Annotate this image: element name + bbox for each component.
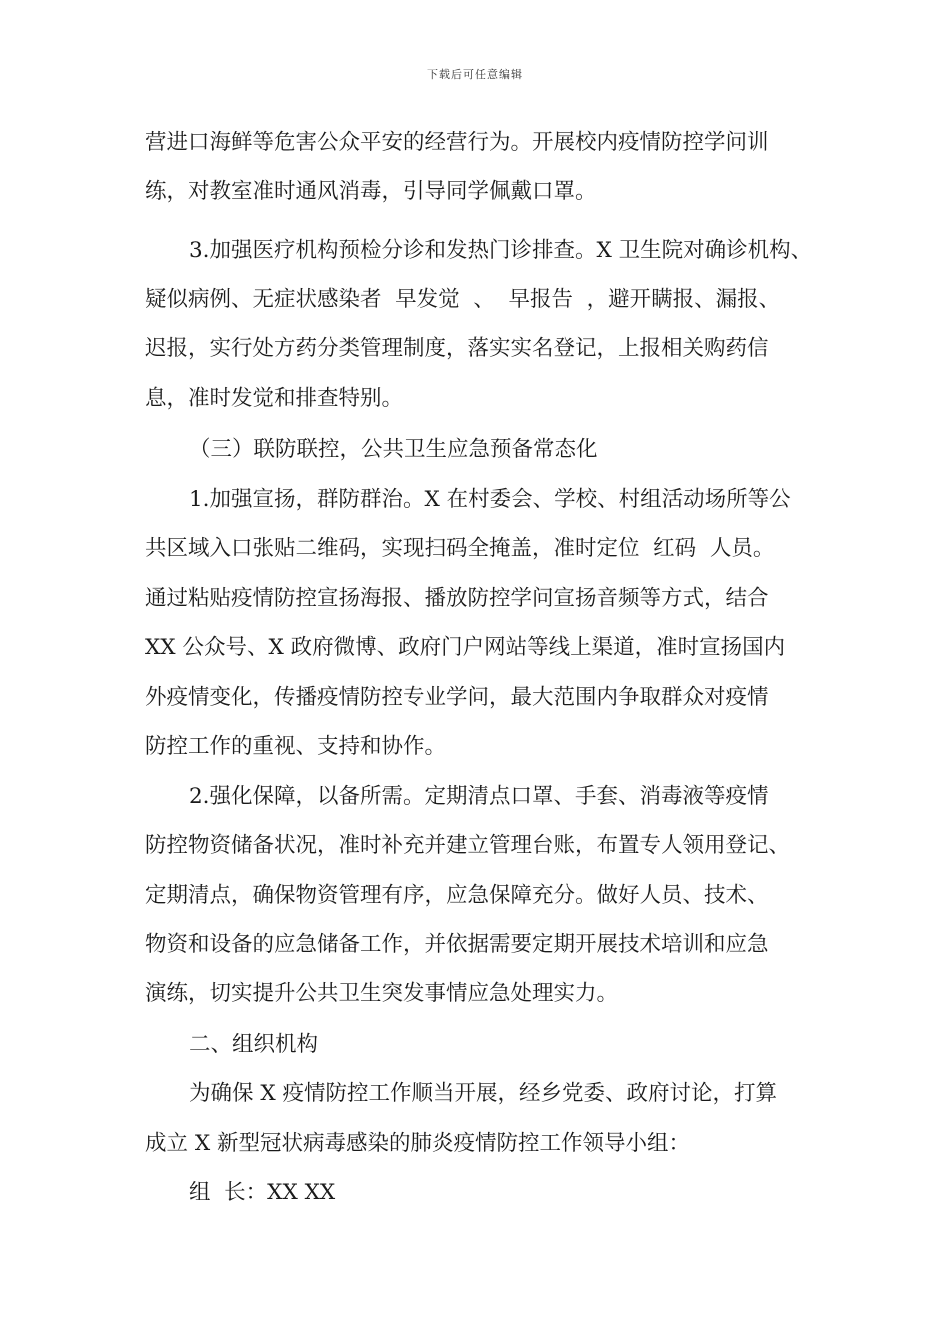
paragraph-line: 迟报，实行处方药分类管理制度，落实实名登记，上报相关购药信 xyxy=(145,336,769,361)
paragraph-line: 3.加强医疗机构预检分诊和发热门诊排查。X 卫生院对确诊机构、 xyxy=(189,238,813,263)
section-heading: 二、组织机构 xyxy=(189,1032,319,1057)
paragraph-line: 物资和设备的应急储备工作，并依据需要定期开展技术培训和应急 xyxy=(145,932,769,957)
paragraph-line: 1.加强宣扬，群防群治。X 在村委会、学校、村组活动场所等公 xyxy=(189,487,791,512)
paragraph-line: 演练，切实提升公共卫生突发事情应急处理实力。 xyxy=(145,981,619,1006)
section-heading: （三）联防联控，公共卫生应急预备常态化 xyxy=(189,437,598,462)
page-header: 下载后可任意编辑 xyxy=(427,68,523,81)
paragraph-line: 外疫情变化，传播疫情防控专业学问，最大范围内争取群众对疫情 xyxy=(145,685,769,710)
paragraph-line: 组 长：XX XX xyxy=(189,1180,336,1205)
paragraph-line: 成立 X 新型冠状病毒感染的肺炎疫情防控工作领导小组： xyxy=(145,1131,690,1156)
paragraph-line: 为确保 X 疫情防控工作顺当开展，经乡党委、政府讨论，打算 xyxy=(189,1081,777,1106)
paragraph-line: 营进口海鲜等危害公众平安的经营行为。开展校内疫情防控学问训 xyxy=(145,130,769,155)
paragraph-line: 练，对教室准时通风消毒，引导同学佩戴口罩。 xyxy=(145,179,597,204)
paragraph-line: 防控工作的重视、支持和协作。 xyxy=(145,734,447,759)
paragraph-line: 防控物资储备状况，准时补充并建立管理台账，布置专人领用登记、 xyxy=(145,833,791,858)
paragraph-line: 疑似病例、无症状感染者 早发觉 、 早报告 ，避开瞒报、漏报、 xyxy=(145,287,781,312)
paragraph-line: 共区域入口张贴二维码，实现扫码全掩盖，准时定位 红码 人员。 xyxy=(145,536,775,561)
paragraph-line: 2.强化保障，以备所需。定期清点口罩、手套、消毒液等疫情 xyxy=(189,784,769,809)
paragraph-line: XX 公众号、X 政府微博、政府门户网站等线上渠道，准时宣扬国内 xyxy=(145,635,786,660)
paragraph-line: 定期清点，确保物资管理有序，应急保障充分。做好人员、技术、 xyxy=(145,883,769,908)
paragraph-line: 通过粘贴疫情防控宣扬海报、播放防控学问宣扬音频等方式，结合 xyxy=(145,586,769,611)
paragraph-line: 息，准时发觉和排查特别。 xyxy=(145,386,404,411)
